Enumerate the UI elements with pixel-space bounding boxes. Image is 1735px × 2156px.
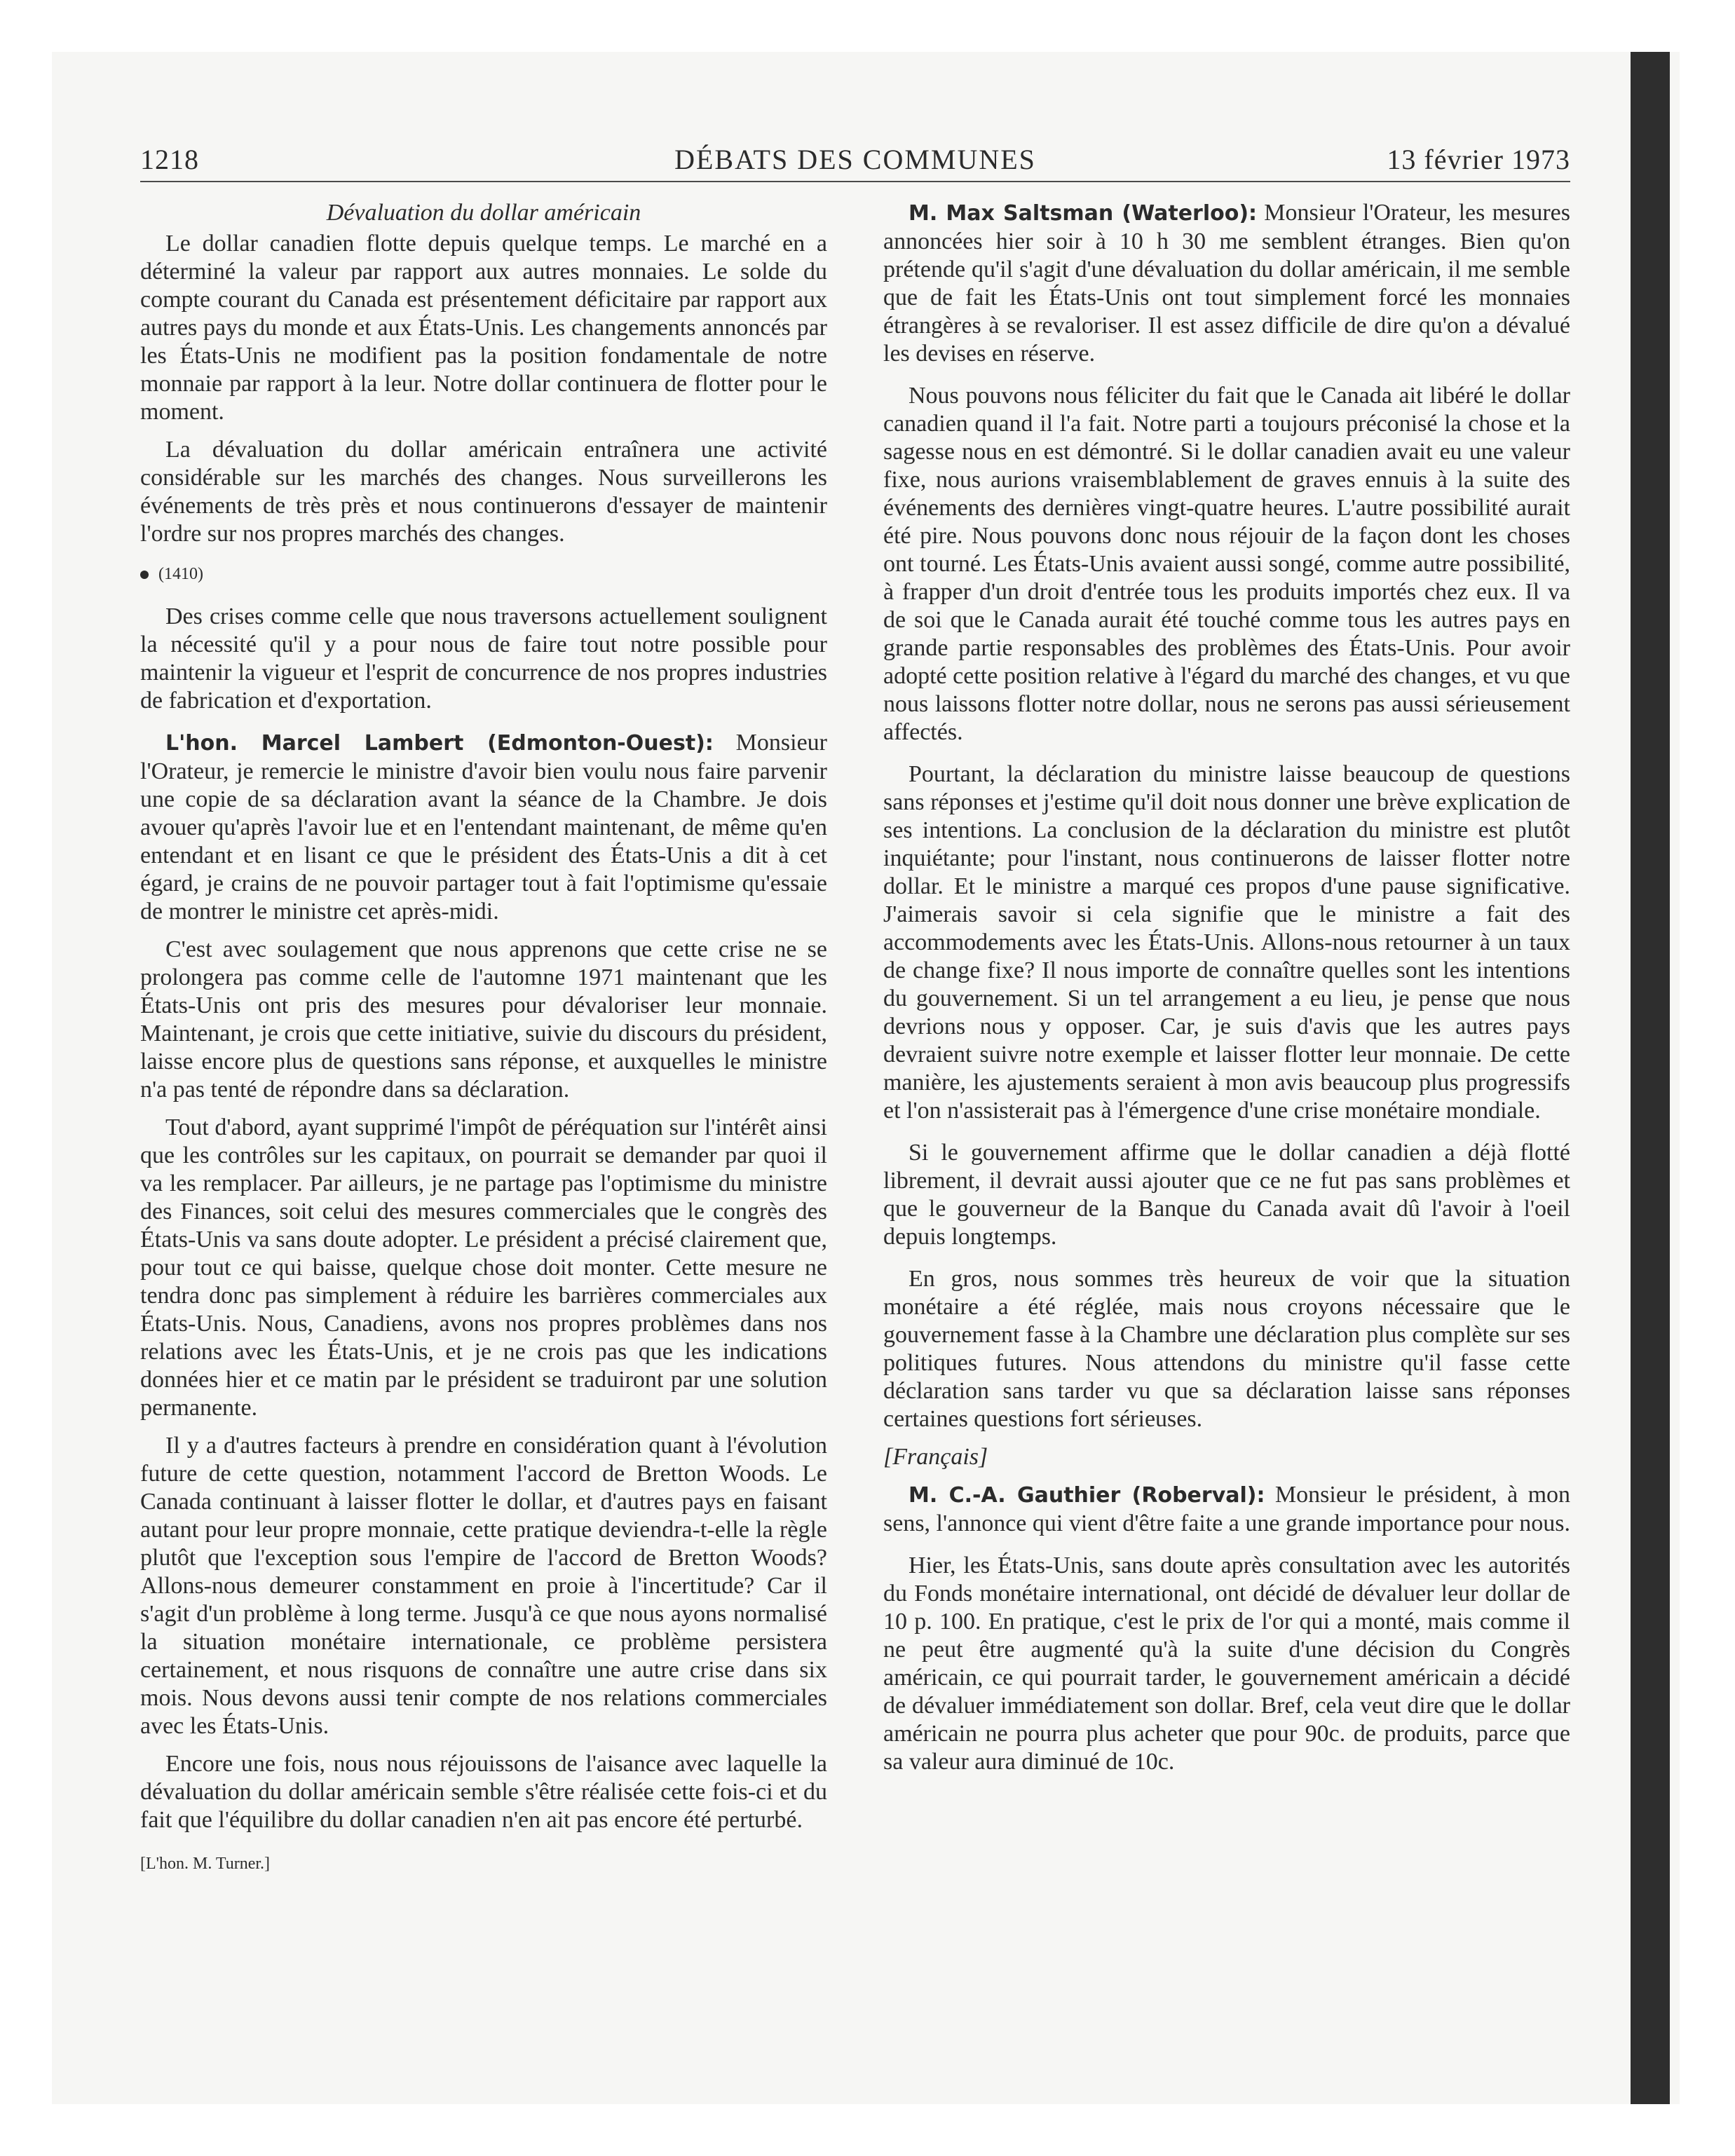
section-subheading: Dévaluation du dollar américain (326, 200, 641, 226)
speaker-name: L'hon. Marcel Lambert (Edmonton-Ouest): (165, 731, 714, 756)
bullet-icon (140, 571, 149, 579)
speaker-text: Monsieur le président, à mon sens, l'annonce qui vient d'être faite a une grande importance pour nous. (883, 1482, 1571, 1536)
speaker-paragraph (883, 199, 1570, 368)
paragraph: Hier, les États-Unis, sans doute après consultation avec les autorités du Fonds monétaire international, ont décidé de dévaluer leur dollar de 10 p. 100. En pratique, c'est le prix de l'or qui a monté, mais comme il ne peut être augmenté qu'à la suite d'une décision du Congrès américain, ce qui pourrait tarder, le gouvernement américain a décidé de dévaluer immédiatement son dollar. Bref, cela veut dire que le dollar américain ne pourra plus acheter que pour 90c. de produits, parce que sa valeur aura diminué de 10c. (883, 1553, 1570, 1775)
issue-date: 13 février 1973 (1387, 144, 1570, 175)
left-column (140, 199, 827, 1878)
paragraph: Le dollar canadien flotte depuis quelque temps. Le marché en a déterminé la valeur par rapport aux autres monnaies. Le solde du compte courant du Canada est présentement déficitaire par rapport aux autres pays du monde et aux États-Unis. Les changements annoncés par les États-Unis ne modifient pas la position fondamentale de notre monnaie par rapport à la leur. Notre dollar continuera de flotter pour le moment. (140, 231, 827, 425)
speaker-text: Monsieur l'Orateur, les mesures annoncées hier soir à 10 h 30 me semblent étranges. Bien qu'on prétende qu'il s'agit d'une dévaluation du dollar américain, il me semble que de fait les États-Unis ont tout simplement forcé les monnaies étrangères à se revaloriser. Il est assez difficile de dire qu'on a dévalué les devises en réserve. (883, 200, 1571, 367)
running-header (140, 140, 1570, 182)
page-number: 1218 (140, 144, 199, 175)
speaker-text: Monsieur l'Orateur, je remercie le ministre d'avoir bien voulu nous faire parvenir une copie de sa déclaration avant la séance de la Chambre. Je dois avouer qu'après l'avoir lue et en l'entendant maintenant, de même qu'en entendant et en lisant ce que le président des États-Unis a dit à cet égard, je crains de ne pouvoir partager tout à fait l'optimisme qu'essaie de montrer le ministre cet après-midi. (140, 730, 827, 925)
paragraph: La dévaluation du dollar américain entraînera une activité considérable sur les marchés des changes. Nous surveillerons les événements de très près et nous continuerons d'essayer de maintenir l'ordre sur nos propres marchés des changes. (140, 437, 827, 547)
paragraph: C'est avec soulagement que nous apprenons que cette crise ne se prolongera pas comme celle de l'automne 1971 maintenant que les États-Unis ont pris des mesures pour dévaloriser leur monnaie. Maintenant, je crois que cette initiative, suivie du discours du président, laisse encore plus de questions sans réponse, et auxquelles le ministre n'a pas tenté de répondre dans sa déclaration. (140, 936, 827, 1103)
speaker-paragraph (140, 729, 827, 926)
footer-note: [L'hon. M. Turner.] (140, 1855, 271, 1873)
paragraph: Nous pouvons nous féliciter du fait que le Canada ait libéré le dollar canadien quand il l'a fait. Notre parti a toujours préconisé la chose et la sagesse nous en est démontré. Si le dollar canadien avait eu une valeur fixe, nous aurions vraisemblablement de graves ennuis à la suite des événements des dernières vingt-quatre heures. L'autre possibilité aurait été pire. Nous pouvons donc nous réjouir de la façon dont les choses ont tourné. Les États-Unis avaient aussi songé, comme autre possibilité, à frapper d'un droit d'entrée tous les produits importés chez eux. Il va de soi que le Canada aurait été touché comme tous les autres pays en grande partie responsables des problèmes des États-Unis. Pour avoir adopté cette position relative à l'égard du marché des changes, et vu que nous laissons flotter notre dollar, nous ne serons pas aussi sérieusement affectés. (883, 383, 1570, 745)
paragraph: Il y a d'autres facteurs à prendre en considération quant à l'évolution future de cette question, notamment l'accord de Bretton Woods. Le Canada continuant à laisser flotter le dollar, et d'autres pays en faisant autant pour leur propre monnaie, cette pratique deviendra-t-elle la règle plutôt que l'exception sous l'empire de l'accord de Bretton Woods? Allons-nous demeurer constamment en proie à l'incertitude? Car il s'agit d'un problème à long terme. Jusqu'à ce que nous ayons normalisé la situation monétaire internationale, ce problème persistera certainement, et nous risquons de connaître une autre crise dans six mois. Nous devons aussi tenir compte de nos relations commerciales avec les États-Unis. (140, 1433, 827, 1739)
speaker-name: M. C.-A. Gauthier (Roberval): (909, 1483, 1265, 1508)
paragraph: En gros, nous sommes très heureux de voir que la situation monétaire a été réglée, mais nous croyons nécessaire que le gouvernement fasse à la Chambre une déclaration plus complète sur ses politiques futures. Nous attendons du ministre qu'il fasse cette déclaration sans tarder vu que sa déclaration laisse sans réponses certaines questions fort sérieuses. (883, 1266, 1570, 1432)
publication-title: DÉBATS DES COMMUNES (674, 144, 1036, 175)
paragraph: Tout d'abord, ayant supprimé l'impôt de péréquation sur l'intérêt ainsi que les contrôles sur les capitaux, on pourrait se demander par quoi il va les remplacer. Par ailleurs, je ne partage pas l'optimisme du ministre des Finances, soit celui des mesures commerciales que le congrès des États-Unis va sans doute adopter. Le président a précisé clairement que, pour tout ce qui baisse, quelque chose doit monter. Cette mesure ne tendra donc pas simplement à réduire les barrières commerciales aux États-Unis. Nous, Canadiens, avons nos propres problèmes dans nos relations avec les États-Unis, et je ne crois pas que les indications données hier et ce matin par le président se traduiront par une solution permanente. (140, 1114, 827, 1421)
scan-edge-shadow (1631, 52, 1670, 2104)
document-page (140, 140, 1570, 2075)
language-tag: [Français] (883, 1444, 988, 1470)
paragraph: Des crises comme celle que nous traversons actuellement soulignent la nécessité qu'il y a pour nous de faire tout notre possible pour maintenir la vigueur et l'esprit de concurrence de nos propres industries de fabrication et d'exportation. (140, 603, 827, 714)
right-column (883, 199, 1570, 1786)
time-marker-text: (1410) (158, 565, 203, 583)
paragraph: Si le gouvernement affirme que le dollar canadien a déjà flotté librement, il devrait aussi ajouter que ce ne fut pas sans problèmes et que le gouverneur de la Banque du Canada avait dû l'avoir à l'oeil depuis longtemps. (883, 1140, 1570, 1250)
speaker-name: M. Max Saltsman (Waterloo): (909, 201, 1258, 226)
time-marker (140, 564, 827, 585)
paragraph: Encore une fois, nous nous réjouissons de l'aisance avec laquelle la dévaluation du dollar américain semble s'être réalisée cette fois-ci et du fait que l'équilibre du dollar canadien n'en ait pas encore été perturbé. (140, 1751, 827, 1833)
paragraph: Pourtant, la déclaration du ministre laisse beaucoup de questions sans réponses et j'estime qu'il doit nous donner une brève explication de ses intentions. La conclusion de la déclaration du ministre est plutôt inquiétante; pour l'instant, nous continuerons de laisser flotter notre dollar. Et le ministre a marqué ces propos d'une pause significative. J'aimerais savoir si cela signifie que le ministre a fait des accommodements avec les États-Unis. Allons-nous retourner à un taux de change fixe? Il nous importe de connaître quelles sont les intentions du gouvernement. Si un tel arrangement a eu lieu, je pense que nous devrions nous y opposer. Car, je suis d'avis que les autres pays devraient suivre notre exemple et laisser flotter leur monnaie. De cette manière, les ajustements seraient à mon avis beaucoup plus progressifs et l'on n'assisterait pas à l'émergence d'une crise monétaire mondiale. (883, 761, 1570, 1124)
speaker-paragraph (883, 1481, 1570, 1538)
